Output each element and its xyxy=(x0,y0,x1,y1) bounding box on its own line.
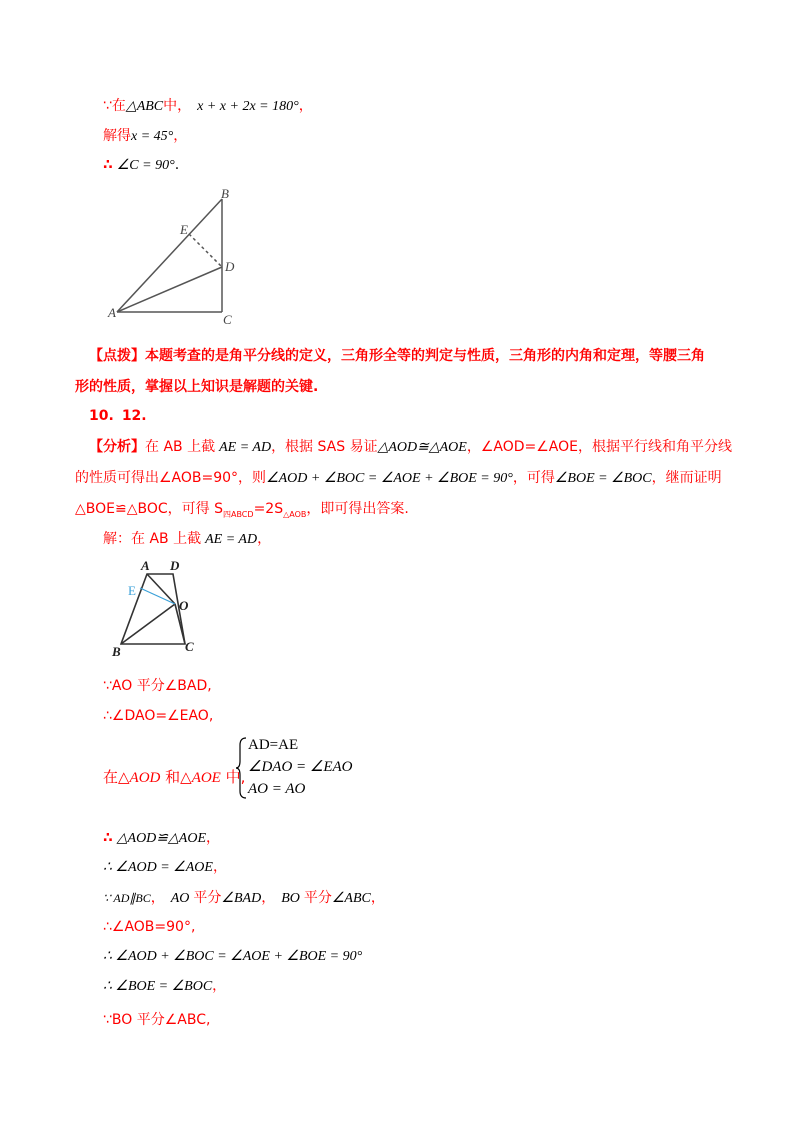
proof-text-10: ∵BO 平分∠ABC, xyxy=(103,1012,211,1028)
triangle-figure-1 xyxy=(100,185,260,335)
bisect-text: 平分 xyxy=(303,890,332,906)
comma: ， xyxy=(298,98,313,114)
angle-aod-aoe-equation: ∴ ∠AOD = ∠AOE xyxy=(103,860,213,875)
proof-line-4 xyxy=(103,828,220,849)
in-text: 中， xyxy=(163,98,192,114)
analysis-line-1 xyxy=(89,437,732,458)
proof-text-7: ∴∠AOB=90°, xyxy=(103,919,196,935)
label-e: E xyxy=(128,583,136,598)
angle-sum-90-equation: ∠AOD + ∠BOC = ∠AOE + ∠BOE = 90° xyxy=(266,471,513,486)
comma: ， xyxy=(370,890,385,906)
analysis-tag: 【分析】 xyxy=(89,439,145,455)
angle-bad: ∠BAD xyxy=(221,891,262,906)
proof-line-6 xyxy=(103,888,385,909)
line-triangle-sum xyxy=(103,96,313,117)
analysis-line-2 xyxy=(75,468,722,489)
note-line-1 xyxy=(89,346,705,366)
proof-text-2: ∴∠DAO=∠EAO, xyxy=(103,708,214,724)
boe-boc-equation: ∠BOE = ∠BOC xyxy=(554,471,652,486)
note-text-2: 形的性质，掌握以上知识是解题的关键. xyxy=(75,379,319,395)
proof-line-1 xyxy=(103,676,212,696)
parallel-statement: ∵ AD∥BC xyxy=(103,891,151,905)
angle-boe-boc-conclusion: ∴ ∠BOE = ∠BOC xyxy=(103,979,213,994)
analysis-text-2b: ，可得 xyxy=(512,470,555,486)
label-b: B xyxy=(221,186,229,201)
segment-bo: BO xyxy=(281,891,300,906)
angle-sum-90-conclusion: ∴ ∠AOD + ∠BOC = ∠AOE + ∠BOE = 90° xyxy=(103,949,363,964)
label-b: B xyxy=(112,644,121,659)
proof-line-8 xyxy=(103,946,362,967)
comma: ， xyxy=(212,978,227,994)
analysis-text-1a: 在 AB 上截 xyxy=(145,439,216,455)
label-a: A xyxy=(108,305,116,320)
congruence-aod-aoe: △AOD≅△AOE xyxy=(377,440,467,455)
analysis-text-1c: ，∠AOD=∠AOE，根据平行线和角平分线 xyxy=(466,439,732,455)
ae-ad-equation-solution: AE = AD xyxy=(205,532,258,547)
proof-text-3c: 中, xyxy=(220,768,246,786)
note-tag: 【点拨】 xyxy=(89,348,145,364)
system-eq-3: AO = AO xyxy=(248,781,306,797)
label-a: A xyxy=(141,558,150,573)
comma: ， xyxy=(212,859,227,875)
label-e: E xyxy=(180,222,188,237)
analysis-text-2a: 的性质可得出∠AOB=90°，则 xyxy=(75,470,267,486)
line-solve-x xyxy=(103,126,187,147)
proof-text-1: ∵AO 平分∠BAD, xyxy=(103,678,212,694)
question-number: 10. xyxy=(89,408,114,424)
therefore-symbol: ∴ xyxy=(103,830,113,846)
system-eq-1: AD=AE xyxy=(248,737,299,753)
area-subscript-abcd: 四ABCD xyxy=(222,509,254,519)
line-angle-c xyxy=(103,155,179,176)
analysis-line-3 xyxy=(75,499,409,525)
label-d: D xyxy=(225,259,235,274)
proof-line-5 xyxy=(103,857,227,878)
analysis-text-3b: =2S xyxy=(253,501,284,517)
system-brace xyxy=(236,737,248,799)
proof-text-3a: 在△ xyxy=(103,768,130,786)
answer-value: 12. xyxy=(121,408,147,424)
quadrilateral-figure-2 xyxy=(105,557,215,662)
x-value-equation: x = 45° xyxy=(131,129,174,144)
proof-line-9 xyxy=(103,976,226,997)
comma: ， xyxy=(150,890,165,906)
bisect-text: 平分 xyxy=(193,890,222,906)
angle-c-equation: ∠C = 90° xyxy=(116,158,175,173)
comma: ， xyxy=(257,531,272,547)
triangle-abc: △ABC xyxy=(125,99,164,114)
triangle-aoe: AOE xyxy=(191,770,221,786)
analysis-text-1b: ，根据 SAS 易证 xyxy=(271,439,378,455)
proof-line-10 xyxy=(103,1010,210,1030)
label-d: D xyxy=(170,558,180,573)
label-c: C xyxy=(223,312,232,327)
note-text-1: 本题考查的是角平分线的定义，三角形全等的判定与性质，三角形的内角和定理，等腰三角 xyxy=(145,348,705,364)
question-10-answer xyxy=(89,406,147,426)
label-o: O xyxy=(179,598,189,613)
comma: ， xyxy=(261,890,276,906)
comma: ， xyxy=(173,128,188,144)
solution-prefix: 解：在 AB 上截 xyxy=(103,531,202,547)
congruence-statement: △AOD≌△AOE xyxy=(116,831,206,846)
area-subscript-aob: △AOB xyxy=(283,509,307,519)
period: . xyxy=(174,157,180,173)
comma: ， xyxy=(206,830,220,846)
label-c: C xyxy=(185,639,194,654)
triangle-aod: AOD xyxy=(129,770,161,786)
proof-line-3 xyxy=(103,767,245,788)
ae-ad-equation: AE = AD xyxy=(219,440,272,455)
therefore-symbol: ∴ xyxy=(103,157,113,173)
angle-sum-equation: x + x + 2x = 180° xyxy=(197,99,299,114)
analysis-text-3a: △BOE≌△BOC，可得 S xyxy=(75,501,223,517)
angle-abc: ∠ABC xyxy=(331,891,371,906)
analysis-text-3c: ，即可得出答案. xyxy=(306,501,409,517)
segment-ao: AO xyxy=(170,891,190,906)
solve-prefix: 解得 xyxy=(103,128,131,144)
proof-text-3b: 和△ xyxy=(160,768,192,786)
proof-line-7 xyxy=(103,917,195,937)
solution-intro xyxy=(103,529,271,550)
proof-line-2 xyxy=(103,706,213,726)
system-eq-2: ∠DAO = ∠EAO xyxy=(248,759,353,775)
because-prefix: ∵在 xyxy=(103,98,126,114)
note-line-2 xyxy=(75,377,318,397)
analysis-text-2c: ，继而证明 xyxy=(651,470,722,486)
